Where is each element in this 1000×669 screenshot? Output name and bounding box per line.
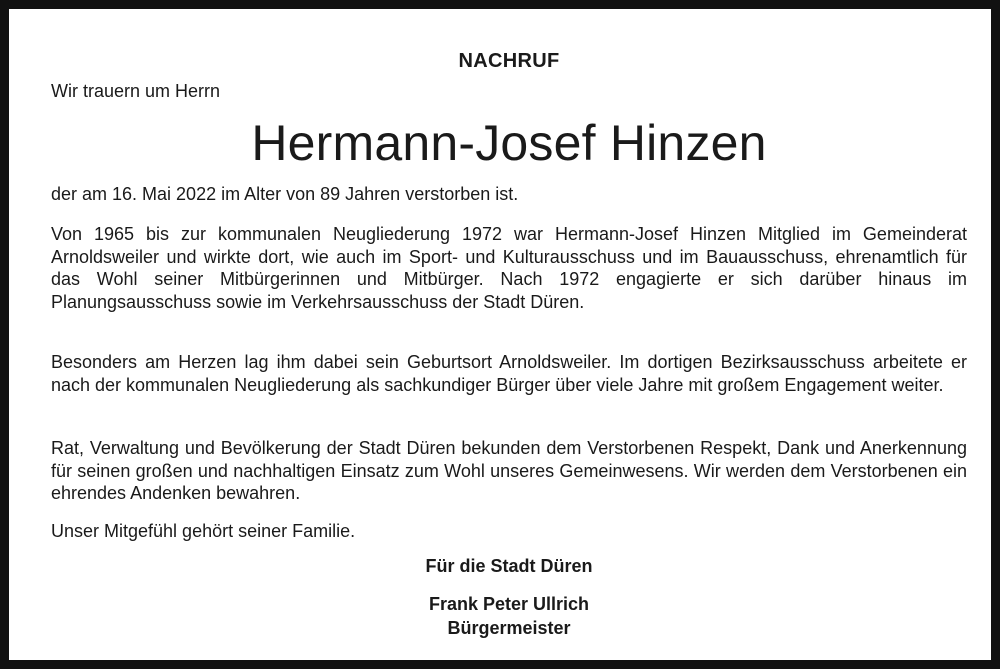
- paragraph-condolence: Unser Mitgefühl gehört seiner Familie.: [51, 521, 356, 541]
- signature-organization: Für die Stadt Düren: [425, 556, 593, 576]
- paragraph-tribute: Rat, Verwaltung und Bevölkerung der Stadt Düren bekunden dem Verstorbenen Respekt, Dank und Anerkennung für seinen großen und nachhaltigen Einsatz zum Wohl unseres Gemeinwesens. Wir werden dem Verstorbenen ein ehrendes Andenken bewahren.: [51, 438, 967, 503]
- paragraph-death-date: der am 16. Mai 2022 im Alter von 89 Jahren verstorben ist.: [51, 184, 519, 204]
- obituary-heading: NACHRUF: [458, 50, 560, 72]
- signature-name: Frank Peter Ullrich: [428, 594, 590, 614]
- intro-line: Wir trauern um Herrn: [51, 81, 221, 101]
- paragraph-career: Von 1965 bis zur kommunalen Neugliederung 1972 war Hermann-Josef Hinzen Mitglied im Gemeinderat Arnoldsweiler und wirkte dort, wie auch im Sport- und Kulturausschuss und im Bauausschuss, ehrenamtlich für das Wohl seiner Mitbürgerinnen und Mitbürger. Nach 1972 engagierte er sich darüber hinaus im Planungsausschuss sowie im Verkehrsausschuss der Stadt Düren.: [51, 224, 967, 312]
- signature-title: Bürgermeister: [447, 618, 571, 638]
- paragraph-hometown: Besonders am Herzen lag ihm dabei sein Geburtsort Arnoldsweiler. Im dortigen Bezirksausschuss arbeitete er nach der kommunalen Neugliederung als sachkundiger Bürger über viele Jahre mit großem Engagement weiter.: [51, 352, 967, 395]
- deceased-name: Hermann-Josef Hinzen: [251, 115, 767, 171]
